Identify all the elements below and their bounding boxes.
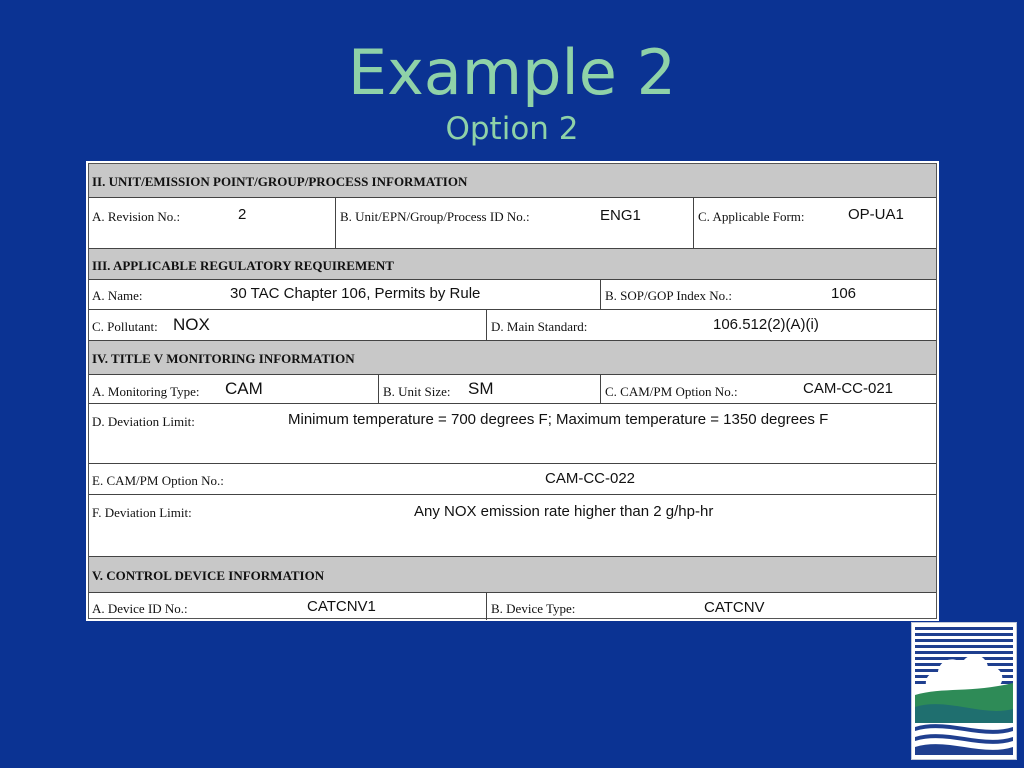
- sop-index-label: B. SOP/GOP Index No.:: [605, 288, 733, 303]
- monitoring-type-value: CAM: [225, 379, 263, 398]
- deviation-limit-value: Minimum temperature = 700 degrees F; Maximum temperature = 1350 degrees F: [288, 411, 829, 428]
- section-3-row-2: [89, 310, 936, 341]
- section-3-header: [89, 249, 936, 280]
- section-4-heading: IV. TITLE V MONITORING INFORMATION: [92, 351, 355, 366]
- pollutant-value: NOX: [173, 315, 210, 334]
- slide-subtitle: Option 2: [445, 111, 579, 147]
- device-id-cell: [89, 593, 486, 620]
- section-4-row-2: [89, 404, 936, 464]
- applicable-form-label: C. Applicable Form:: [698, 209, 805, 224]
- section-4-row-3: [89, 464, 936, 495]
- section-4-header: [89, 341, 936, 375]
- section-5-row: [89, 593, 936, 620]
- applicable-form-cell: [693, 198, 936, 248]
- sop-index-cell: [600, 280, 936, 309]
- permit-form: [86, 161, 939, 621]
- unit-id-value: ENG1: [600, 207, 641, 224]
- section-2-heading: II. UNIT/EMISSION POINT/GROUP/PROCESS INFORMATION: [92, 174, 468, 189]
- deviation-limit-label: D. Deviation Limit:: [92, 414, 195, 429]
- tceq-logo-icon: [911, 622, 1017, 760]
- deviation-limit-2-label: F. Deviation Limit:: [92, 505, 192, 520]
- pollutant-cell: [89, 310, 486, 340]
- unit-size-label: B. Unit Size:: [383, 384, 451, 399]
- section-3-row-1: [89, 280, 936, 310]
- cam-option-value: CAM-CC-021: [803, 380, 894, 397]
- section-3-heading: III. APPLICABLE REGULATORY REQUIREMENT: [92, 258, 394, 273]
- device-id-label: A. Device ID No.:: [92, 601, 188, 616]
- section-4-row-4: [89, 495, 936, 557]
- requirement-name-cell: [89, 280, 600, 309]
- slide-title: Example 2: [347, 36, 677, 109]
- form-frame: [88, 163, 937, 619]
- unit-size-value: SM: [468, 379, 494, 398]
- monitoring-type-label: A. Monitoring Type:: [92, 384, 200, 399]
- requirement-name-label: A. Name:: [92, 288, 143, 303]
- section-5-heading: V. CONTROL DEVICE INFORMATION: [92, 568, 325, 583]
- section-4-row-1: [89, 375, 936, 404]
- cam-option-cell: [600, 375, 936, 403]
- section-2-header: [89, 164, 936, 198]
- unit-size-cell: [378, 375, 600, 403]
- requirement-name-value: 30 TAC Chapter 106, Permits by Rule: [230, 285, 481, 302]
- device-type-value: CATCNV: [704, 599, 765, 616]
- monitoring-type-cell: [89, 375, 378, 403]
- cam-option-2-value: CAM-CC-022: [545, 470, 636, 487]
- main-standard-value: 106.512(2)(A)(i): [713, 316, 819, 333]
- revision-cell: [89, 198, 335, 248]
- section-2-row: [89, 198, 936, 249]
- unit-id-cell: [335, 198, 693, 248]
- pollutant-label: C. Pollutant:: [92, 319, 158, 334]
- section-5-header: [89, 557, 936, 593]
- applicable-form-value: OP-UA1: [848, 206, 904, 223]
- cam-option-2-label: E. CAM/PM Option No.:: [92, 473, 224, 488]
- main-standard-cell: [486, 310, 936, 340]
- device-id-value: CATCNV1: [307, 598, 376, 615]
- device-type-cell: [486, 593, 936, 620]
- deviation-limit-2-value: Any NOX emission rate higher than 2 g/hp-hr: [414, 503, 714, 520]
- cam-option-label: C. CAM/PM Option No.:: [605, 384, 738, 399]
- sop-index-value: 106: [831, 285, 857, 302]
- revision-label: A. Revision No.:: [92, 209, 181, 224]
- unit-id-label: B. Unit/EPN/Group/Process ID No.:: [340, 209, 530, 224]
- main-standard-label: D. Main Standard:: [491, 319, 588, 334]
- revision-value: 2: [238, 206, 247, 223]
- device-type-label: B. Device Type:: [491, 601, 576, 616]
